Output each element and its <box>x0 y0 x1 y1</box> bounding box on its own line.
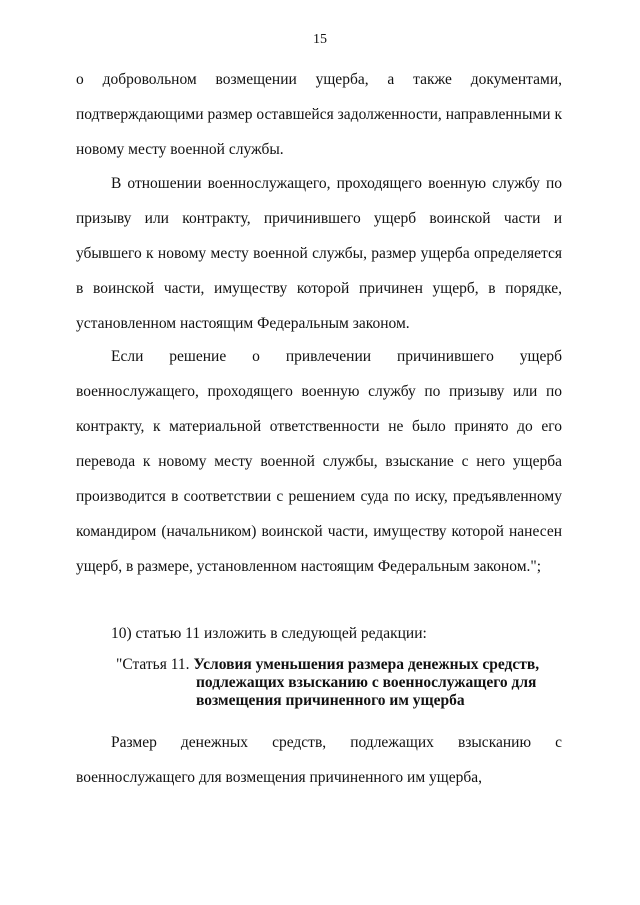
article-heading-line-1 <box>116 656 566 674</box>
article-heading <box>116 656 566 710</box>
page-number: 15 <box>313 32 327 47</box>
paragraph-court-recovery: Если решение о привлечении причинившего ущерб военнослужащего, проходящего военную службу по призыву или по контракту, к материальной ответственности не было принято до его перевода к новому месту военной службы, взыскание с него ущерба производится в соответствии с решением суда по иску, предъявленному командиром (начальником) воинской части, имуществу которой нанесен ущерб, в размере, установленном настоящим Федеральным законом."; <box>76 348 562 575</box>
paragraph-continuation: о добровольном возмещении ущерба, а также документами, подтверждающими размер оставшейся задолженности, направленными к новому месту военной службы. <box>76 71 562 158</box>
paragraph-amendment-item: 10) статью 11 изложить в следующей редакции: <box>111 625 427 642</box>
article-title-line-2: подлежащих взысканию с военнослужащего для <box>196 674 537 691</box>
article-number: "Статья 11. <box>116 656 190 673</box>
paragraph-article-body: Размер денежных средств, подлежащих взысканию с военнослужащего для возмещения причиненного им ущерба, <box>76 734 562 786</box>
article-title-line-1: Условия уменьшения размера денежных средств, <box>193 656 540 673</box>
paragraph-damage-determination: В отношении военнослужащего, проходящего военную службу по призыву или контракту, причинившего ущерб воинской части и убывшего к новому месту военной службы, размер ущерба определяется в воинской части, имуществу которой причинен ущерб, в порядке, установленном настоящим Федеральным законом. <box>76 175 562 332</box>
article-title-line-3: возмещения причиненного им ущерба <box>196 692 465 709</box>
